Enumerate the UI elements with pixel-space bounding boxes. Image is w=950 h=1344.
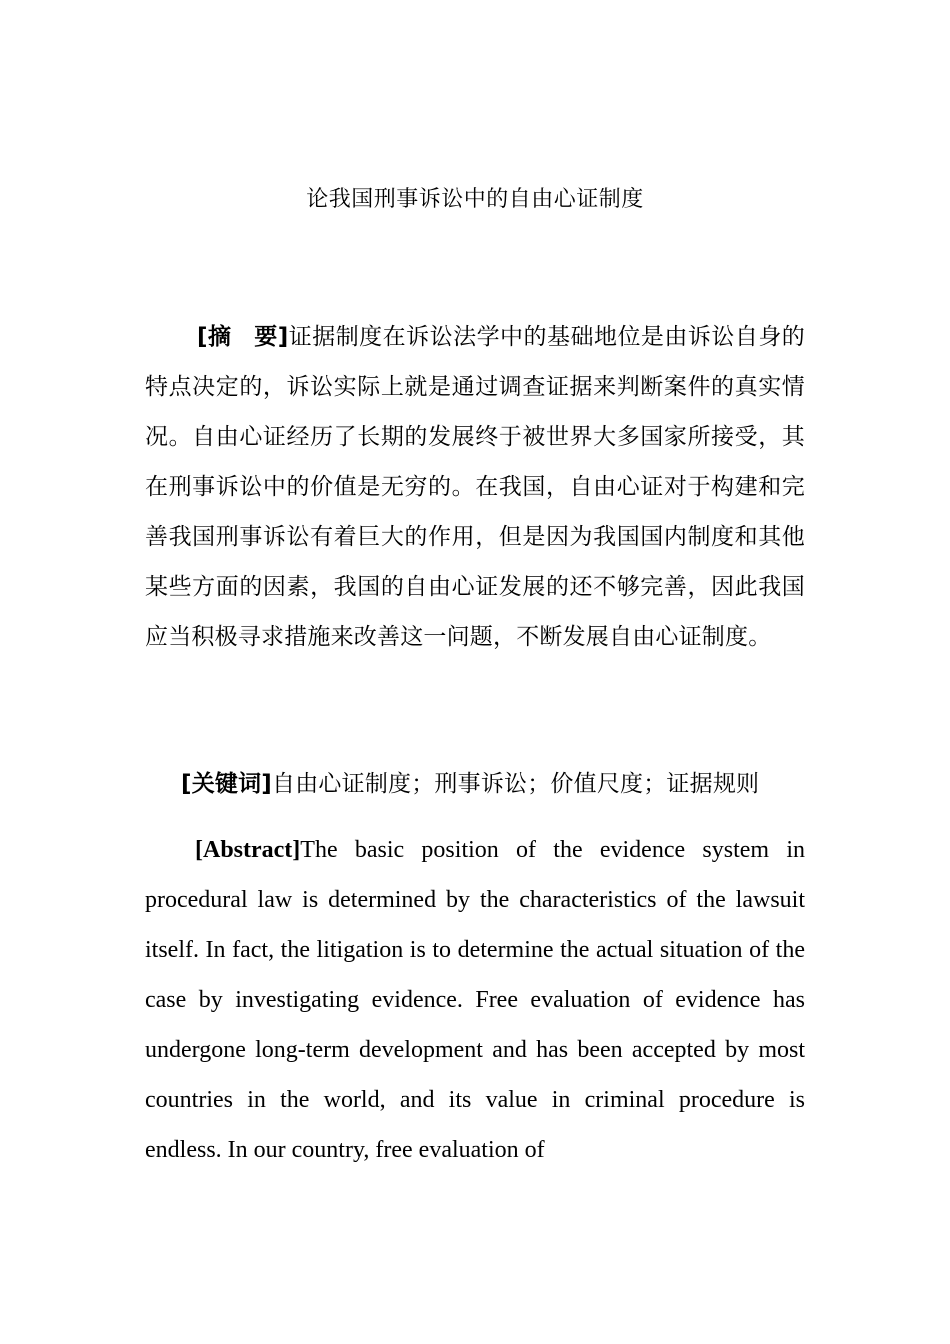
abstract-label-char-1: 摘 xyxy=(207,324,238,350)
english-abstract-text: The basic position of the evidence system in procedural law is determined by the characteristics of the lawsuit itself. In fact, the litigation is to determine the actual situation of the case by investigating evidence. Free evaluation of evidence has undergone long-term development and has been accepted by most countries in the world, and its value in criminal procedure is endless. In our country, free evaluation of xyxy=(145,837,805,1163)
abstract-text: 证据制度在诉讼法学中的基础地位是由诉讼自身的特点决定的，诉讼实际上就是通过调查证据来判断案件的真实情况。自由心证经历了长期的发展终于被世界大多国家所接受，其在刑事诉讼中的价值是无穷的。在我国，自由心证对于构建和完善我国刑事诉讼有着巨大的作用，但是因为我国国内制度和其他某些方面的因素，我国的自由心证发展的还不够完善，因此我国应当积极寻求措施来改善这一问题，不断发展自由心证制度。 xyxy=(145,324,806,650)
abstract-label-char-2: 要 xyxy=(254,324,278,350)
abstract-label-close: ] xyxy=(277,324,289,350)
abstract-label-open: [ xyxy=(197,324,208,350)
chinese-keywords xyxy=(145,759,805,809)
abstract-label xyxy=(197,324,288,350)
keywords-label: [关键词] xyxy=(181,771,273,797)
chinese-abstract xyxy=(145,312,805,662)
keywords-text: 自由心证制度；刑事诉讼；价值尺度；证据规则 xyxy=(272,771,760,797)
english-abstract xyxy=(145,825,805,1175)
english-abstract-label: [Abstract] xyxy=(195,837,301,863)
document-title: 论我国刑事诉讼中的自由心证制度 xyxy=(306,187,644,212)
